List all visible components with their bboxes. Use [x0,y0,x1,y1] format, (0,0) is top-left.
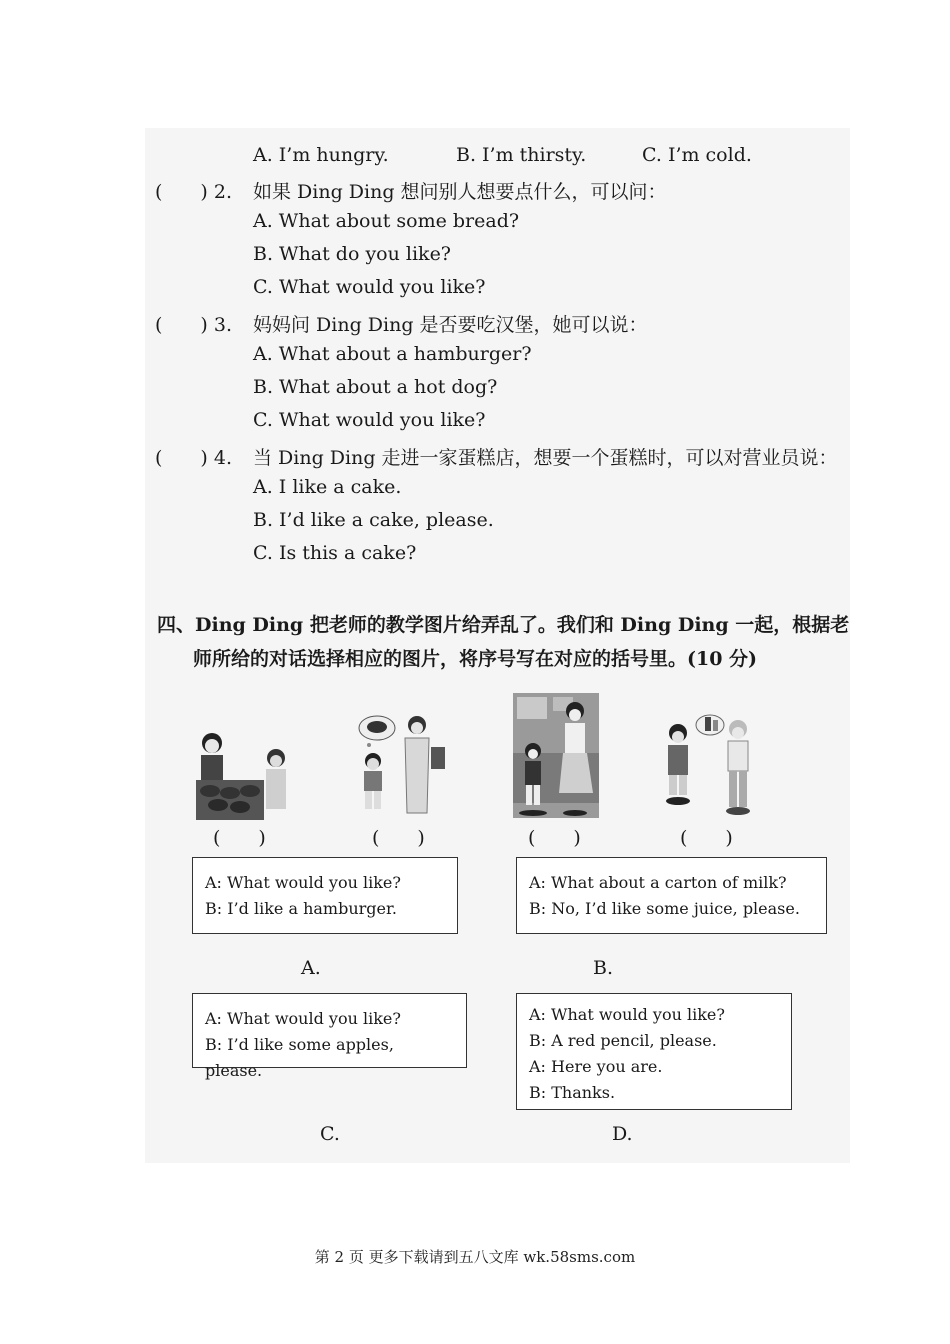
picture-bread-shop [196,725,292,824]
page-footer: 第 2 页 更多下载请到五八文库 wk.58sms.com [314,1248,636,1266]
q1-option-c: C. I’m cold. [642,144,752,166]
q4-option-a: A. I like a cake. [253,476,402,498]
dialog-box-c [192,993,467,1080]
q2-option-c: C. What would you like? [253,276,486,298]
q2-stem: 如果 Ding Ding 想问别人想要点什么，可以问： [253,181,667,203]
dialog-d-line-2: B: A red pencil, please. [529,1031,717,1050]
q3-option-a: A. What about a hamburger? [253,343,532,365]
dialog-b-line-2: B: No, I’d like some juice, please. [529,899,800,918]
dialog-box-d [516,993,792,1110]
dialog-d-line-4: B: Thanks. [529,1083,616,1102]
q2-option-a: A. What about some bread? [253,210,520,232]
dialog-d-line-1: A: What would you like? [529,1005,725,1024]
dialog-d-line-3: A: Here you are. [529,1057,663,1076]
dialog-b-label: B. [593,957,614,979]
q2-answer-paren[interactable]: ( ) 2. [155,181,232,203]
dialog-a-label: A. [301,957,321,979]
q3-option-c: C. What would you like? [253,409,486,431]
dialog-box-a [192,857,458,934]
picture-stationery-shop [513,693,599,822]
dialog-box-b [516,857,827,934]
q3-option-b: B. What about a hot dog? [253,376,498,398]
dialog-c-line-1: A: What would you like? [205,1009,401,1028]
picture-1-answer-paren[interactable]: ( ) [213,827,266,849]
q3-stem: 妈妈问 Ding Ding 是否要吃汉堡，她可以说： [253,314,648,336]
q1-option-b: B. I’m thirsty. [456,144,587,166]
picture-milk-juice [660,713,756,822]
dialog-a-line-1: A: What would you like? [205,873,401,892]
q4-option-c: C. Is this a cake? [253,542,417,564]
q2-option-b: B. What do you like? [253,243,451,265]
picture-2-answer-paren[interactable]: ( ) [372,827,425,849]
picture-4-answer-paren[interactable]: ( ) [680,827,733,849]
q3-answer-paren[interactable]: ( ) 3. [155,314,232,336]
picture-3-answer-paren[interactable]: ( ) [528,827,581,849]
q4-answer-paren[interactable]: ( ) 4. [155,447,232,469]
q1-option-a: A. I’m hungry. [253,144,389,166]
dialog-c-line-2: B: I’d like some apples, please. [205,1035,394,1080]
picture-hamburger [355,713,451,822]
section-4-title-line1: 四、Ding Ding 把老师的教学图片给弄乱了。我们和 Ding Ding 一起，根据老 [157,614,850,636]
dialog-a-line-2: B: I’d like a hamburger. [205,899,397,918]
q4-stem: 当 Ding Ding 走进一家蛋糕店，想要一个蛋糕时，可以对营业员说： [253,447,838,469]
q4-option-b: B. I’d like a cake, please. [253,509,494,531]
section-4-title-line2: 师所给的对话选择相应的图片，将序号写在对应的括号里。(10 分) [193,648,758,670]
dialog-b-line-1: A: What about a carton of milk? [529,873,787,892]
dialog-c-label: C. [320,1123,340,1145]
dialog-d-label: D. [612,1123,633,1145]
